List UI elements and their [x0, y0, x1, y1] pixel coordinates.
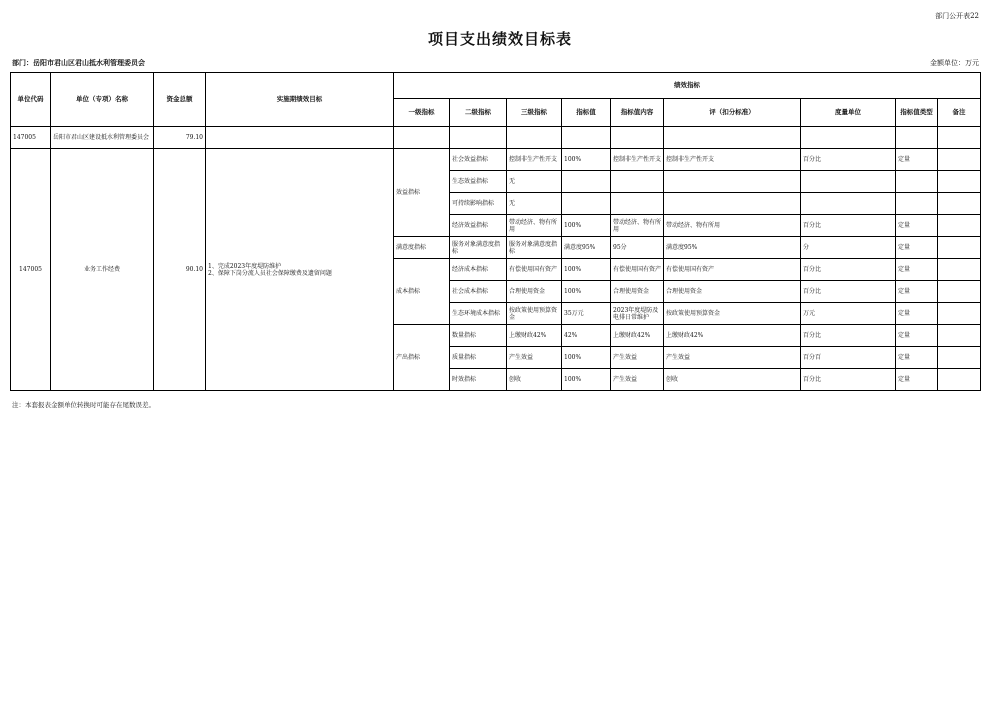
indicator-unit: 百分百 [801, 347, 896, 369]
indicator-remark [938, 149, 981, 171]
footnote: 注：本套报表金额单位转换时可能存在尾数误差。 [12, 401, 155, 409]
indicator-type: 定量 [896, 303, 938, 325]
indicator-type: 定量 [896, 347, 938, 369]
indicator-remark [938, 369, 981, 391]
goal-line: 2、保障下岗分流人员社会保障缴费及遗留问题 [208, 269, 332, 277]
indicator-score: 产生效益 [664, 347, 801, 369]
indicator-remark [938, 325, 981, 347]
group-label: 产出指标 [394, 325, 450, 391]
indicator-score [664, 193, 801, 215]
indicator-value: 100% [562, 369, 611, 391]
indicator-l2: 生态环境成本指标 [450, 303, 507, 325]
indicator-value: 100% [562, 149, 611, 171]
indicator-score: 控制非生产性开支 [664, 149, 801, 171]
header-value: 指标值 [562, 99, 611, 127]
header-indicators: 绩效指标 [394, 73, 981, 99]
indicator-value [562, 171, 611, 193]
indicator-score: 合理使用资金 [664, 281, 801, 303]
indicator-remark [938, 303, 981, 325]
indicator-l3: 产生效益 [507, 347, 562, 369]
group-label: 效益指标 [394, 149, 450, 237]
indicator-unit: 百分比 [801, 259, 896, 281]
indicator-content: 有偿使用国有资产 [611, 259, 664, 281]
indicator-unit [801, 193, 896, 215]
indicator-l2: 质量指标 [450, 347, 507, 369]
indicator-remark [938, 259, 981, 281]
parent-code: 147005 [11, 127, 51, 149]
indicator-type: 定量 [896, 281, 938, 303]
header-level3: 三级指标 [507, 99, 562, 127]
indicator-l2: 可持续影响指标 [450, 193, 507, 215]
indicator-value: 35万元 [562, 303, 611, 325]
group-label: 成本指标 [394, 259, 450, 325]
indicator-value: 100% [562, 259, 611, 281]
indicator-l2: 经济成本指标 [450, 259, 507, 281]
indicator-remark [938, 215, 981, 237]
indicator-score [664, 171, 801, 193]
header-content: 指标值内容 [611, 99, 664, 127]
indicator-l2: 社会成本指标 [450, 281, 507, 303]
indicator-l3: 控制非生产性开支 [507, 149, 562, 171]
department-label: 部门：岳阳市君山区君山抵水利管理委员会 [12, 58, 145, 67]
project-goal [206, 149, 394, 391]
project-amount: 90.10 [154, 149, 206, 391]
table-row [11, 149, 981, 171]
indicator-l2: 时效指标 [450, 369, 507, 391]
indicator-score: 有偿使用国有资产 [664, 259, 801, 281]
group-label: 满意度指标 [394, 237, 450, 259]
indicator-unit [801, 171, 896, 193]
header-scoring: 评（扣分标准） [664, 99, 801, 127]
indicator-content: 产生效益 [611, 369, 664, 391]
indicator-l3: 按政策使用预算资金 [507, 303, 562, 325]
indicator-value: 100% [562, 215, 611, 237]
amount-unit-label: 金额单位：万元 [930, 59, 979, 67]
header-level2: 二级指标 [450, 99, 507, 127]
performance-table [10, 72, 981, 391]
indicator-l3: 无 [507, 171, 562, 193]
project-name: 业务工作经费 [51, 149, 154, 391]
page-title: 项目支出绩效目标表 [427, 30, 572, 48]
indicator-unit: 百分比 [801, 149, 896, 171]
header-type: 指标值类型 [896, 99, 938, 127]
indicator-content: 2023年度堤防及电排日常维护 [611, 303, 664, 325]
header-measure: 度量单位 [801, 99, 896, 127]
indicator-unit: 百分比 [801, 325, 896, 347]
indicator-type [896, 193, 938, 215]
indicator-l3: 上缴财政42% [507, 325, 562, 347]
indicator-content: 上缴财政42% [611, 325, 664, 347]
indicator-unit: 万元 [801, 303, 896, 325]
indicator-unit: 百分比 [801, 215, 896, 237]
parent-amount: 79.10 [154, 127, 206, 149]
indicator-l2: 经济效益指标 [450, 215, 507, 237]
indicator-content: 产生效益 [611, 347, 664, 369]
indicator-value [562, 193, 611, 215]
indicator-l2: 数量指标 [450, 325, 507, 347]
indicator-remark [938, 237, 981, 259]
indicator-content: 95分 [611, 237, 664, 259]
indicator-type: 定量 [896, 369, 938, 391]
header-remark: 备注 [938, 99, 981, 127]
indicator-content [611, 193, 664, 215]
indicator-content: 控制非生产性开支 [611, 149, 664, 171]
indicator-value: 满意度95% [562, 237, 611, 259]
indicator-type: 定量 [896, 149, 938, 171]
indicator-value: 42% [562, 325, 611, 347]
indicator-l3: 合理使用资金 [507, 281, 562, 303]
indicator-remark [938, 347, 981, 369]
indicator-type [896, 171, 938, 193]
project-code: 147005 [11, 149, 51, 391]
indicator-type: 定量 [896, 237, 938, 259]
indicator-score: 创收 [664, 369, 801, 391]
indicator-l3: 有偿使用国有资产 [507, 259, 562, 281]
indicator-remark [938, 193, 981, 215]
indicator-value: 100% [562, 347, 611, 369]
indicator-l3: 带动经济、物有所用 [507, 215, 562, 237]
header-unit-name: 单位（专项）名称 [51, 73, 154, 127]
indicator-l2: 社会效益指标 [450, 149, 507, 171]
goal-line: 1、完成2023年度堤防维护 [208, 262, 282, 270]
indicator-remark [938, 171, 981, 193]
table-row [11, 127, 981, 149]
indicator-type: 定量 [896, 215, 938, 237]
indicator-l3: 创收 [507, 369, 562, 391]
indicator-type: 定量 [896, 325, 938, 347]
indicator-unit: 百分比 [801, 281, 896, 303]
indicator-type: 定量 [896, 259, 938, 281]
indicator-score: 满意度95% [664, 237, 801, 259]
parent-name: 岳阳市君山区建设抵水利管理委员会 [51, 127, 154, 149]
indicator-score: 按政策使用预算资金 [664, 303, 801, 325]
indicator-content: 带动经济、物有所用 [611, 215, 664, 237]
indicator-unit: 百分比 [801, 369, 896, 391]
header-goal: 实施期绩效目标 [206, 73, 394, 127]
indicator-l3: 服务对象满意度指标 [507, 237, 562, 259]
indicator-remark [938, 281, 981, 303]
indicator-score: 带动经济、物有所用 [664, 215, 801, 237]
indicator-value: 100% [562, 281, 611, 303]
indicator-content [611, 171, 664, 193]
indicator-l3: 无 [507, 193, 562, 215]
header-total-funds: 资金总额 [154, 73, 206, 127]
indicator-score: 上缴财政42% [664, 325, 801, 347]
header-level1: 一级指标 [394, 99, 450, 127]
document-code: 部门公开表22 [935, 12, 979, 20]
header-unit-code: 单位代码 [11, 73, 51, 127]
indicator-content: 合理使用资金 [611, 281, 664, 303]
indicator-l2: 服务对象满意度指标 [450, 237, 507, 259]
indicator-unit: 分 [801, 237, 896, 259]
indicator-l2: 生态效益指标 [450, 171, 507, 193]
